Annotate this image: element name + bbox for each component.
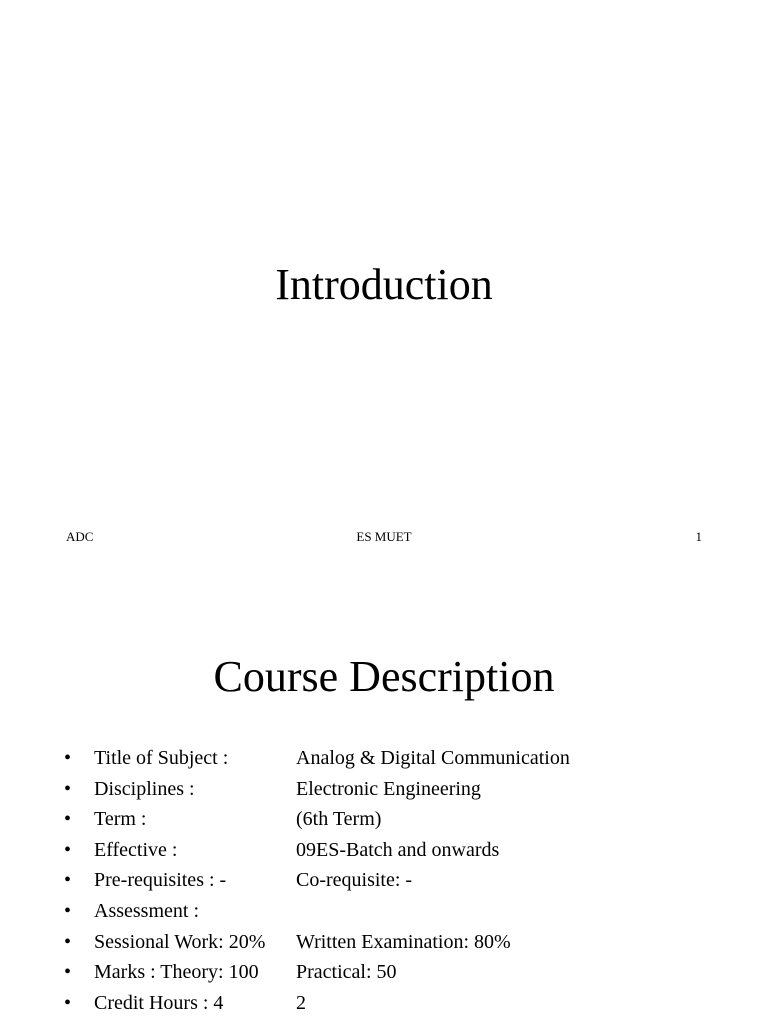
list-item: [64, 745, 744, 776]
bullet-icon: •: [64, 991, 72, 1014]
item-label: Pre-requisites : -: [94, 869, 227, 892]
list-item: [64, 776, 744, 807]
item-label: Term :: [94, 808, 147, 831]
item-value: (6th Term): [296, 808, 382, 831]
item-label: Title of Subject :: [94, 747, 229, 769]
list-item: [64, 929, 744, 960]
item-value: 2: [296, 991, 306, 1014]
item-label: Effective :: [94, 838, 178, 861]
item-value: Written Examination: 80%: [296, 930, 511, 953]
item-value: Analog & Digital Communication: [296, 747, 570, 769]
item-label: Credit Hours : 4: [94, 991, 224, 1014]
item-value: Co-requisite: -: [296, 869, 413, 892]
bullet-icon: •: [64, 961, 72, 984]
slide-title: Course Description: [213, 652, 555, 701]
course-description-list: [64, 745, 744, 1020]
item-value: 09ES-Batch and onwards: [296, 838, 500, 861]
bullet-icon: •: [64, 930, 72, 953]
footer-department: ES MUET: [356, 529, 412, 544]
footer-page-number: 1: [695, 529, 702, 544]
list-item: [64, 898, 744, 929]
item-value: Practical: 50: [296, 961, 397, 984]
item-label: Assessment :: [94, 899, 199, 922]
bullet-icon: •: [64, 808, 72, 831]
list-item: [64, 837, 744, 868]
item-value: Electronic Engineering: [296, 777, 481, 800]
list-item: [64, 990, 744, 1021]
bullet-icon: •: [64, 899, 72, 922]
item-label: Disciplines :: [94, 777, 195, 800]
bullet-icon: •: [64, 869, 72, 892]
slide-title: Introduction: [275, 260, 493, 309]
item-label: Marks : Theory: 100: [94, 961, 259, 984]
footer-course-code: ADC: [66, 529, 94, 544]
item-label: Sessional Work: 20%: [94, 930, 266, 953]
list-item: [64, 959, 744, 990]
bullet-icon: •: [64, 747, 72, 769]
list-item: [64, 867, 744, 898]
bullet-icon: •: [64, 777, 72, 800]
list-item: [64, 806, 744, 837]
bullet-icon: •: [64, 838, 72, 861]
